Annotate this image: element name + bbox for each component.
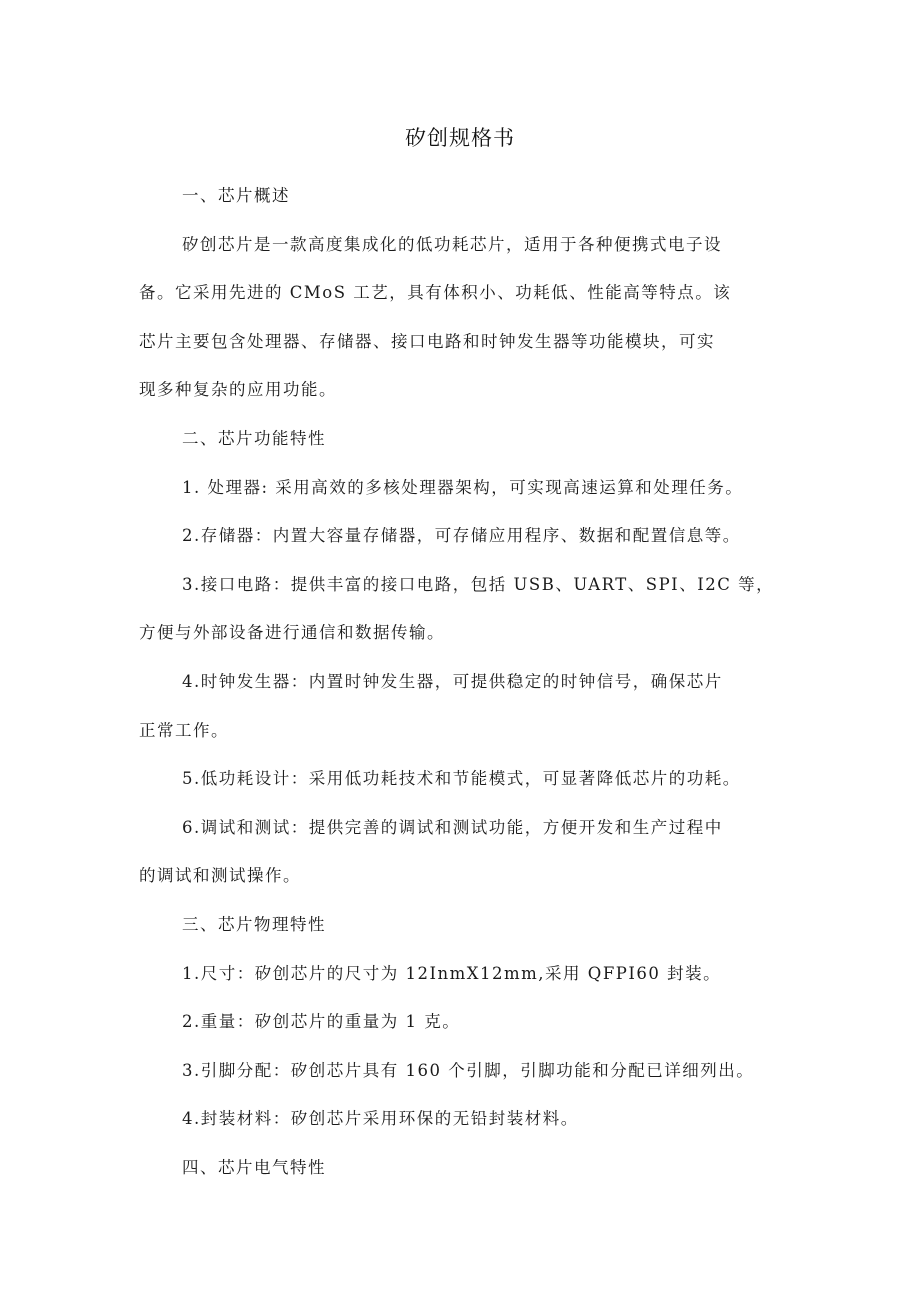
physical-item-pins: 3.引脚分配：矽创芯片具有 160 个引脚，引脚功能和分配已详细列出。 [182, 1060, 755, 1080]
feature-item-debug-cont: 的调试和测试操作。 [139, 866, 301, 886]
document-title: 矽创规格书 [405, 126, 515, 150]
document-body [139, 172, 799, 1192]
overview-line: 矽创芯片是一款高度集成化的低功耗芯片，适用于各种便携式电子设 [182, 234, 722, 254]
overview-line: 现多种复杂的应用功能。 [139, 380, 337, 400]
section-heading-overview: 一、芯片概述 [182, 186, 290, 205]
feature-item-low-power: 5.低功耗设计：采用低功耗技术和节能模式，可显著降低芯片的功耗。 [182, 769, 741, 789]
feature-item-interface-cont: 方便与外部设备进行通信和数据传输。 [139, 623, 445, 643]
feature-item-clock-cont: 正常工作。 [139, 720, 229, 740]
feature-item-storage: 2.存储器：内置大容量存储器，可存储应用程序、数据和配置信息等。 [182, 526, 741, 546]
overview-line: 芯片主要包含处理器、存储器、接口电路和时钟发生器等功能模块，可实 [139, 331, 715, 351]
physical-item-package: 4.封装材料：矽创芯片采用环保的无铅封装材料。 [182, 1109, 579, 1129]
feature-item-clock: 4.时钟发生器：内置时钟发生器，可提供稳定的时钟信号，确保芯片 [182, 671, 723, 691]
feature-item-debug: 6.调试和测试：提供完善的调试和测试功能，方便开发和生产过程中 [182, 817, 723, 837]
section-heading-electrical-features: 四、芯片电气特性 [182, 1157, 326, 1177]
overview-line: 备。它采用先进的 CMoS 工艺，具有体积小、功耗低、性能高等特点。该 [139, 283, 732, 303]
physical-item-size: 1.尺寸：矽创芯片的尺寸为 12InmX12mm,采用 QFPI60 封装。 [182, 963, 722, 983]
section-heading-physical-features: 三、芯片物理特性 [182, 914, 326, 934]
feature-item-processor: 1. 处理器: 采用高效的多核处理器架构，可实现高速运算和处理任务。 [182, 477, 744, 497]
feature-item-interface: 3.接口电路：提供丰富的接口电路，包括 USB、UART、SPI、I2C 等， [182, 574, 775, 594]
physical-item-weight: 2.重量：矽创芯片的重量为 1 克。 [182, 1012, 461, 1032]
section-heading-functional-features: 二、芯片功能特性 [182, 428, 326, 448]
